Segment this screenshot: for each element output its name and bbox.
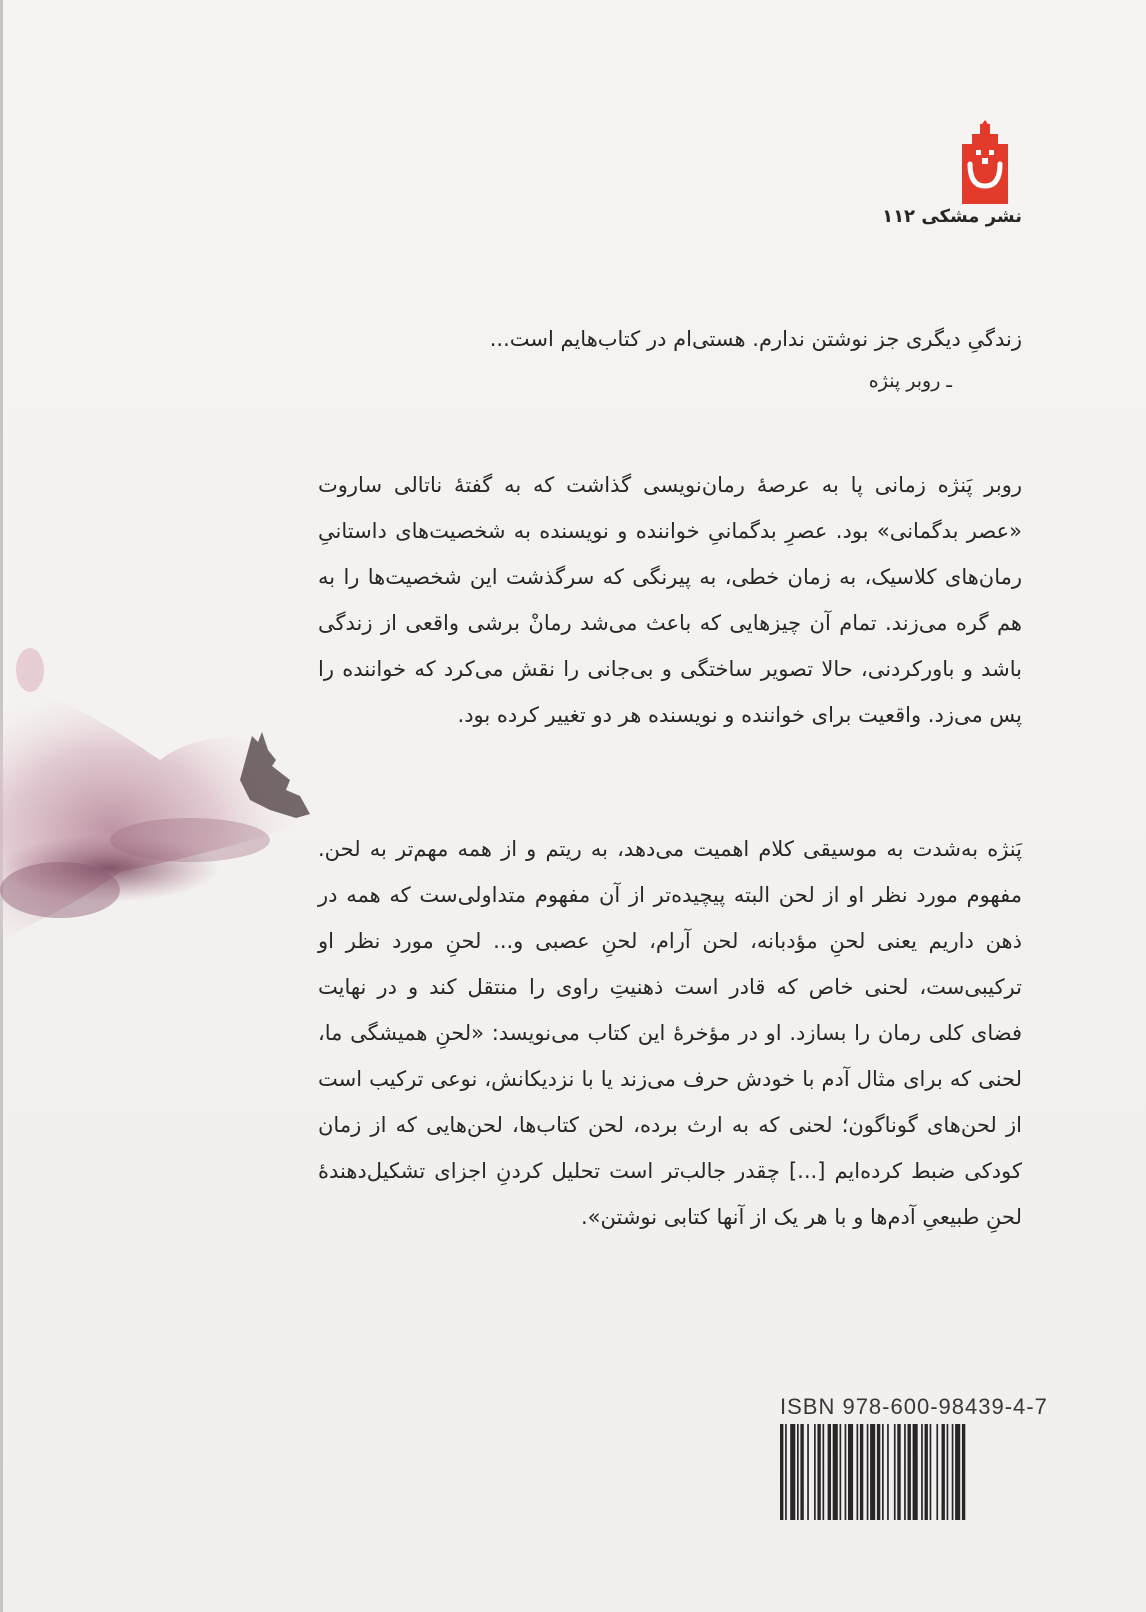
barcode-bar <box>785 1424 787 1520</box>
barcode-bar <box>887 1424 889 1520</box>
barcode-bar <box>882 1424 884 1520</box>
quote-attribution: ـ روبر پنژه <box>868 370 952 392</box>
barcode-bar <box>908 1424 911 1520</box>
description-paragraph-1: روبر پَنژه زمانی پا به عرصهٔ رمان‌نویسی گذاشت که به گفتهٔ ناتالی ساروت «عصر بدگمانی» بود. عصرِ بدگمانیِ خواننده و نویسنده به شخصیت‌های داستانیِ رمان‌های کلاسیک، به زمان خطی، به پیرنگی که سرگذشت این شخصیت‌ها را به هم گره می‌زند. تمام آن چیزهایی که باعث می‌شد رمانْ برشی واقعی از زندگی باشد و باورکردنی، حالا تصویر ساختگی و بی‌جانی را نقش می‌کرد که خواننده را پس می‌زد. واقعیت برای خواننده و نویسنده هر دو تغییر کرده بود. <box>318 473 1022 727</box>
barcode-bar <box>823 1424 825 1520</box>
barcode-bar <box>913 1424 918 1520</box>
barcode-bar <box>925 1424 928 1520</box>
barcode-bar <box>828 1424 831 1520</box>
barcode-bar <box>897 1424 900 1520</box>
barcode-bar <box>817 1424 820 1520</box>
barcode-bar <box>947 1424 949 1520</box>
barcode-bar <box>800 1424 803 1520</box>
barcode-bar <box>904 1424 906 1520</box>
barcode-bar <box>848 1424 853 1520</box>
author-quote <box>322 322 1022 398</box>
description-paragraph-2: پَنژه به‌شدت به موسیقی کلام اهمیت می‌دهد، به ریتم و از همه مهم‌تر به لحن. مفهوم مورد نظر او از لحن البته پیچیده‌تر از آن مفهوم متداولی‌ست که همه در ذهن داریم یعنی لحنِ مؤدبانه، لحن آرام، لحنِ عصبی و... لحنِ مورد نظر او ترکیبی‌ست، لحنی خاص که قادر است ذهنیتِ راوی را منتقل کند و در نهایت فضای کلی رمان را بسازد. او در مؤخرهٔ این کتاب می‌نویسد: «لحنِ همیشگی ما، لحنی که برای مثال آدم با خودش حرف می‌زند یا با نزدیکانش، نوعی ترکیب است از لحن‌های گوناگون؛ لحنی که به ارث برده، لحن کتاب‌ها، لحن‌هایی که از زمان کودکی ضبط کرده‌ایم [...] چقدر جالب‌تر است تحلیل کردنِ اجزای تشکیل‌دهندهٔ لحنِ طبیعیِ آدم‌ها و با هر یک از آنها کتابی نوشتن». <box>318 837 1022 1229</box>
barcode-bar <box>814 1424 816 1520</box>
barcode-bar <box>921 1424 923 1520</box>
barcode-bar <box>955 1424 960 1520</box>
barcode-bar <box>867 1424 869 1520</box>
barcode-bar <box>833 1424 838 1520</box>
barcode-bar <box>790 1424 795 1520</box>
publisher-logo <box>952 120 1018 206</box>
barcode-bar <box>942 1424 945 1520</box>
barcode-bar <box>840 1424 842 1520</box>
barcode-bar <box>877 1424 880 1520</box>
isbn-number: ISBN 978-600-98439-4-7 <box>780 1394 1048 1419</box>
barcode-bar <box>797 1424 799 1520</box>
barcode-bar <box>780 1424 783 1520</box>
barcode-bar <box>857 1424 859 1520</box>
barcode-bar <box>845 1424 847 1520</box>
barcode-bar <box>894 1424 896 1520</box>
barcode-bar <box>870 1424 875 1520</box>
ink-splash-image <box>0 640 360 960</box>
barcode-bar <box>936 1424 938 1520</box>
barcode-image <box>780 1424 1024 1520</box>
barcode-bar <box>952 1424 954 1520</box>
barcode-bar <box>807 1424 809 1520</box>
publisher-label: نشر مشکی ۱۱۲ <box>882 206 1022 227</box>
barcode-bar <box>930 1424 932 1520</box>
quote-text: زندگیِ دیگری جز نوشتن ندارم. هستی‌ام در کتاب‌هایم است... <box>489 327 1022 351</box>
barcode-bar <box>860 1424 863 1520</box>
barcode-bar <box>962 1424 965 1520</box>
